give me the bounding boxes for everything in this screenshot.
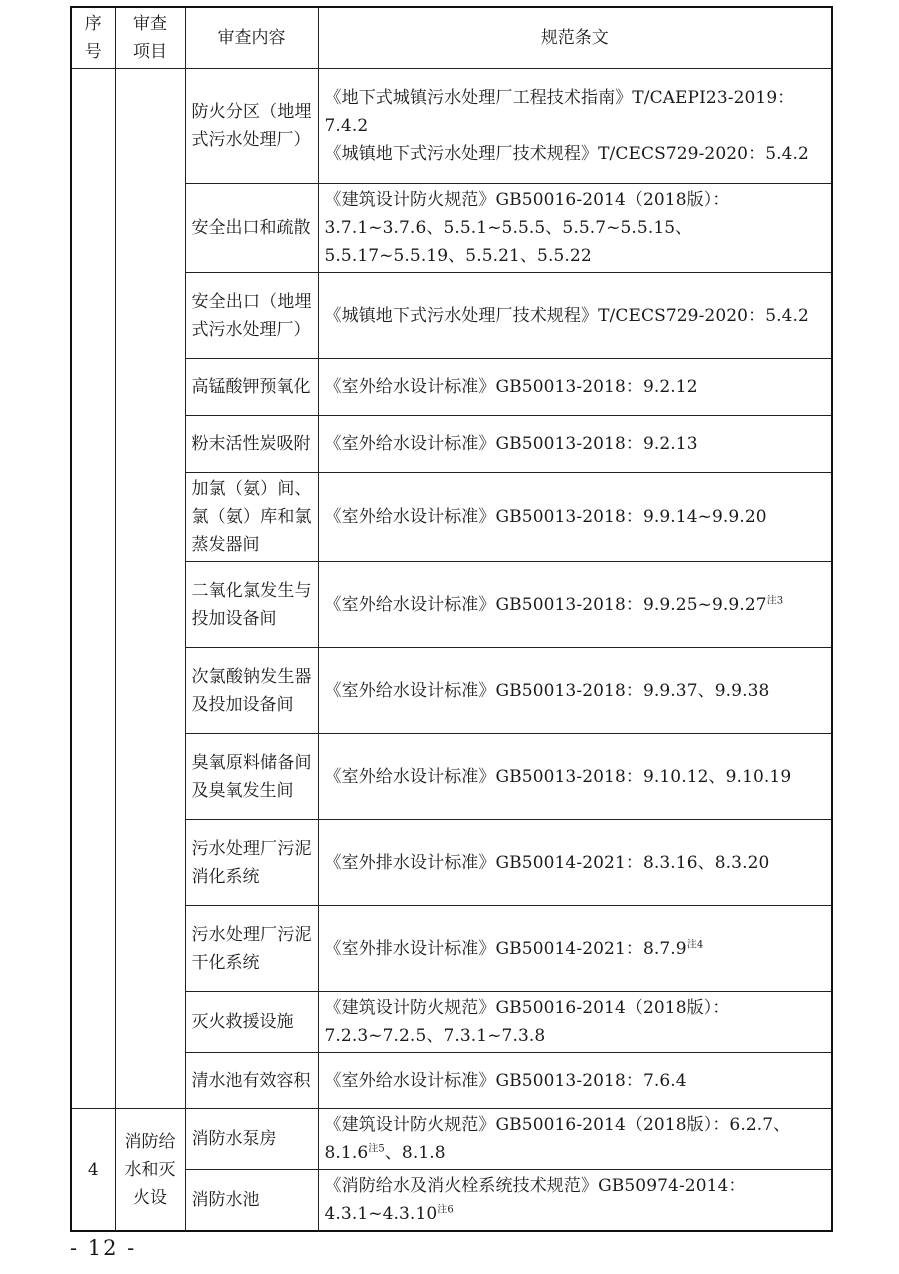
cell-item: 消防给水和灭火设: [115, 1109, 185, 1232]
table-row: [71, 69, 832, 184]
cell-content: 粉末活性炭吸附: [185, 416, 318, 473]
cell-reference: 《室外给水设计标准》GB50013-2018：9.10.12、9.10.19: [318, 734, 832, 820]
header-reference: 规范条文: [318, 7, 832, 69]
table-row: [71, 416, 832, 473]
cell-reference: 《室外给水设计标准》GB50013-2018：9.2.12: [318, 359, 832, 416]
header-item: 审查 项目: [115, 7, 185, 69]
cell-content: 次氯酸钠发生器及投加设备间: [185, 648, 318, 734]
table-row: [71, 562, 832, 648]
table-row: [71, 1109, 832, 1170]
cell-content: 污水处理厂污泥消化系统: [185, 820, 318, 906]
cell-reference: 《室外给水设计标准》GB50013-2018：9.9.14~9.9.20: [318, 473, 832, 562]
table-row: [71, 184, 832, 273]
table-row: [71, 473, 832, 562]
cell-content: 污水处理厂污泥干化系统: [185, 906, 318, 992]
cell-reference: 《室外排水设计标准》GB50014-2021：8.3.16、8.3.20: [318, 820, 832, 906]
cell-reference: 《城镇地下式污水处理厂技术规程》T/CECS729-2020：5.4.2: [318, 273, 832, 359]
cell-no: 4: [71, 1109, 115, 1232]
cell-content: 高锰酸钾预氧化: [185, 359, 318, 416]
cell-content: 灭火救援设施: [185, 992, 318, 1053]
cell-reference: 《室外给水设计标准》GB50013-2018：9.2.13: [318, 416, 832, 473]
header-no: 序 号: [71, 7, 115, 69]
table-row: [71, 1053, 832, 1109]
cell-reference: 《地下式城镇污水处理厂工程技术指南》T/CAEPI23-2019：7.4.2 《城镇地下式污水处理厂技术规程》T/CECS729-2020：5.4.2: [318, 69, 832, 184]
cell-content: 加氯（氨）间、氯（氨）库和氯蒸发器间: [185, 473, 318, 562]
footnote-marker: 注6: [437, 1204, 454, 1216]
table-row: [71, 992, 832, 1053]
table-row: [71, 1170, 832, 1232]
cell-reference: 《建筑设计防火规范》GB50016-2014（2018版）：6.2.7、8.1.6$^{注5}$、8.1.8: [318, 1109, 832, 1170]
table-header-row: [71, 7, 832, 69]
table-row: [71, 648, 832, 734]
cell-reference: 《建筑设计防火规范》GB50016-2014（2018版）：3.7.1~3.7.6、5.5.1~5.5.5、5.5.7~5.5.15、5.5.17~5.5.19、5.5.21、5.5.22: [318, 184, 832, 273]
cell-content: 安全出口和疏散: [185, 184, 318, 273]
cell-reference: 《室外给水设计标准》GB50013-2018：7.6.4: [318, 1053, 832, 1109]
table-row: [71, 359, 832, 416]
footnote-marker: 注5: [368, 1143, 385, 1155]
cell-content: 消防水泵房: [185, 1109, 318, 1170]
cell-reference: 《室外给水设计标准》GB50013-2018：9.9.37、9.9.38: [318, 648, 832, 734]
cell-content: 消防水池: [185, 1170, 318, 1232]
review-table: [70, 6, 833, 1232]
cell-item-continued: [115, 69, 185, 1109]
cell-reference: 《室外给水设计标准》GB50013-2018：9.9.25~9.9.27$^{注3}$: [318, 562, 832, 648]
table-row: [71, 906, 832, 992]
table-row: [71, 820, 832, 906]
page-number: - 12 -: [70, 1236, 137, 1260]
cell-content: 臭氧原料储备间及臭氧发生间: [185, 734, 318, 820]
footnote-marker: 注3: [766, 594, 784, 606]
table-row: [71, 734, 832, 820]
cell-content: 防火分区（地埋式污水处理厂）: [185, 69, 318, 184]
cell-reference: 《消防给水及消火栓系统技术规范》GB50974-2014：4.3.1~4.3.10$^{注6}$: [318, 1170, 832, 1232]
table-row: [71, 273, 832, 359]
cell-no-continued: [71, 69, 115, 1109]
cell-content: 二氧化氯发生与投加设备间: [185, 562, 318, 648]
footnote-marker: 注4: [686, 938, 704, 950]
header-content: 审查内容: [185, 7, 318, 69]
cell-content: 清水池有效容积: [185, 1053, 318, 1109]
cell-reference: 《室外排水设计标准》GB50014-2021：8.7.9$^{注4}$: [318, 906, 832, 992]
cell-content: 安全出口（地埋式污水处理厂）: [185, 273, 318, 359]
cell-reference: 《建筑设计防火规范》GB50016-2014（2018版）：7.2.3~7.2.5、7.3.1~7.3.8: [318, 992, 832, 1053]
